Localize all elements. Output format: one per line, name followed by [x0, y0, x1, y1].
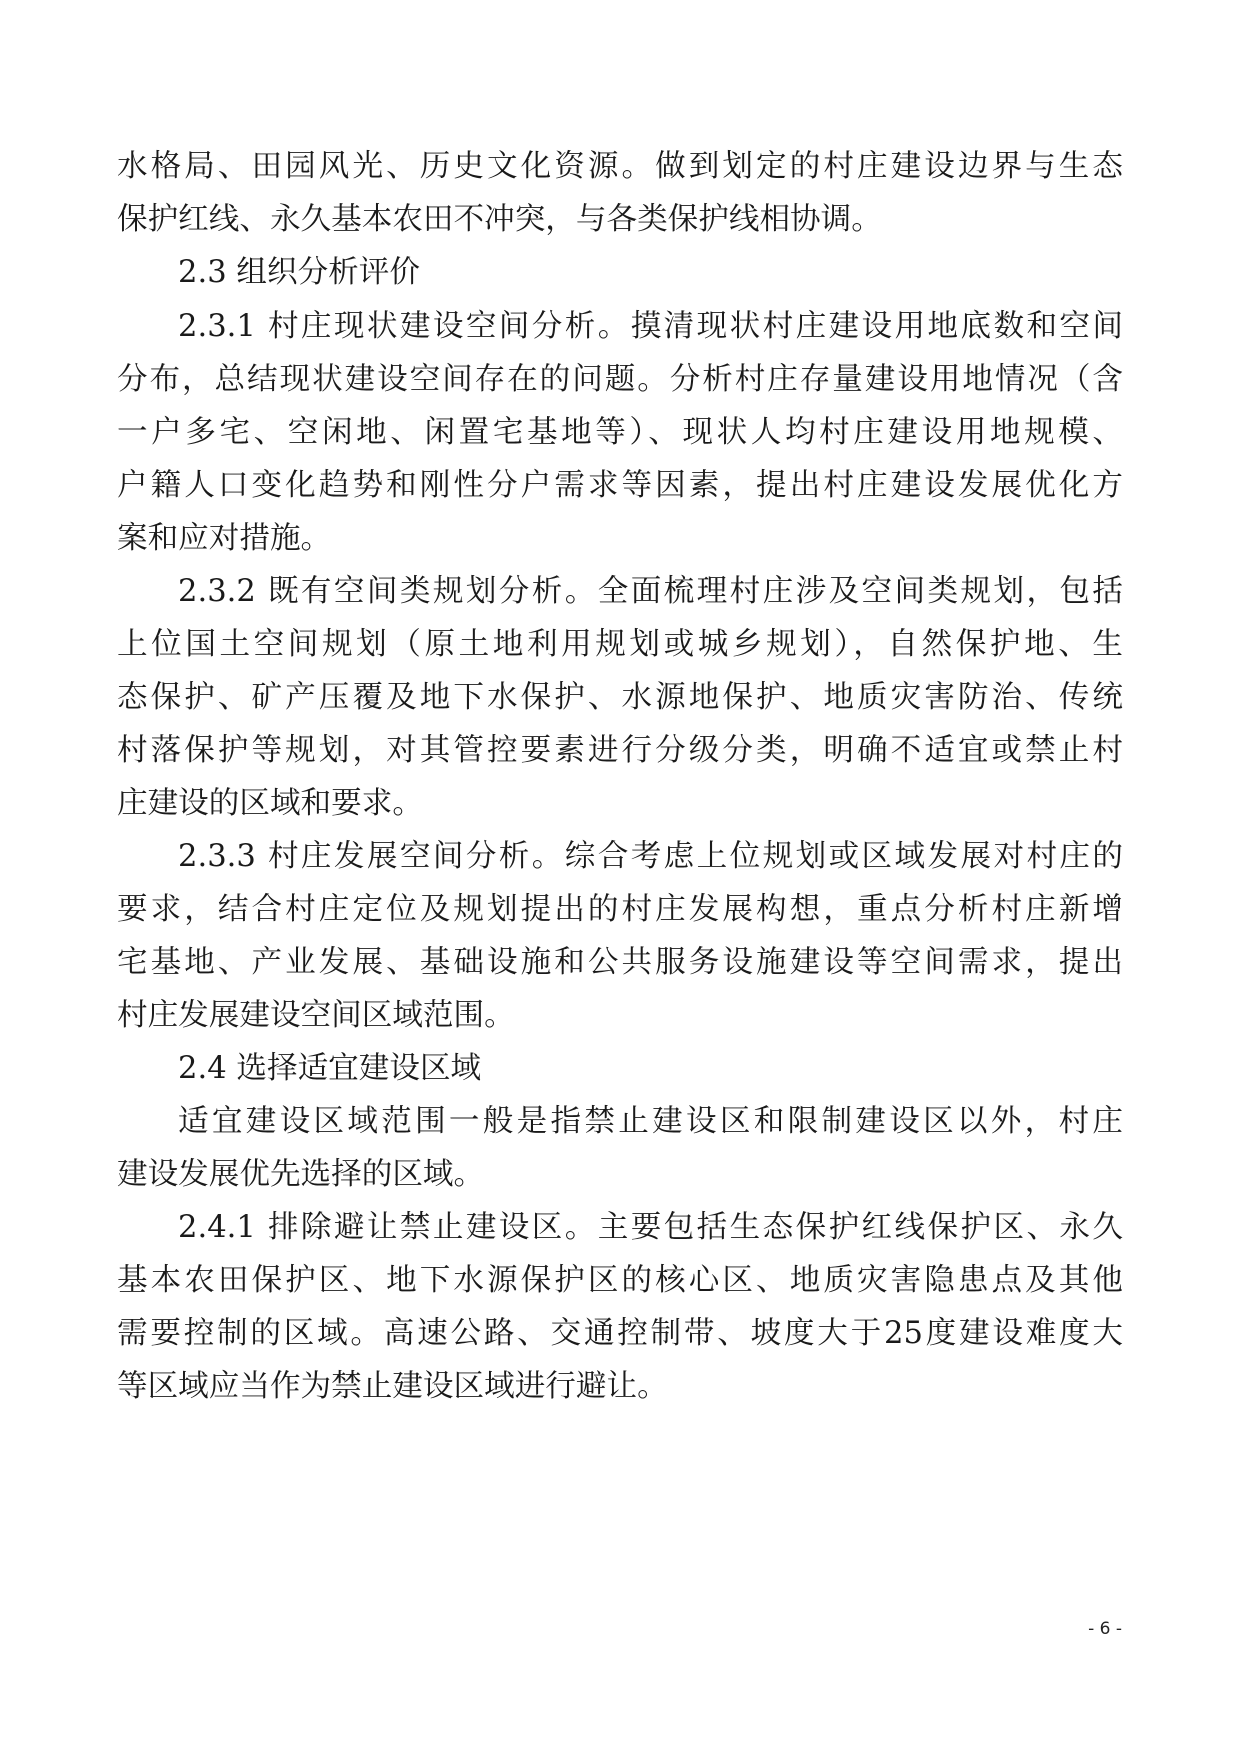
section-heading: 2.4 选择适宜建设区域 [178, 1051, 482, 1086]
text-line: 需要控制的区域。高速公路、交通控制带、坡度大于25度建设难度大 [117, 1316, 1123, 1351]
text-line: 一户多宅、空闲地、闲置宅基地等）、现状人均村庄建设用地规模、 [117, 415, 1123, 450]
text-line: 上位国土空间规划（原土地利用规划或城乡规划），自然保护地、生 [117, 627, 1123, 662]
text-line: 适宜建设区域范围一般是指禁止建设区和限制建设区以外，村庄 [178, 1104, 1123, 1139]
text-line: 2.4.1 排除避让禁止建设区。主要包括生态保护红线保护区、永久 [178, 1210, 1123, 1245]
text-line: 宅基地、产业发展、基础设施和公共服务设施建设等空间需求，提出 [117, 945, 1123, 980]
page-number: - 6 - [1088, 1619, 1122, 1639]
text-line: 2.3.3 村庄发展空间分析。综合考虑上位规划或区域发展对村庄的 [178, 839, 1123, 874]
text-line: 村落保护等规划，对其管控要素进行分级分类，明确不适宜或禁止村 [117, 733, 1123, 768]
text-line: 庄建设的区域和要求。 [117, 786, 423, 821]
text-line: 建设发展优先选择的区域。 [117, 1157, 485, 1192]
text-line: 水格局、田园风光、历史文化资源。做到划定的村庄建设边界与生态 [117, 149, 1123, 184]
text-line: 要求，结合村庄定位及规划提出的村庄发展构想，重点分析村庄新增 [117, 892, 1123, 927]
text-line: 基本农田保护区、地下水源保护区的核心区、地质灾害隐患点及其他 [117, 1263, 1123, 1298]
text-line: 村庄发展建设空间区域范围。 [117, 998, 515, 1033]
text-line: 保护红线、永久基本农田不冲突，与各类保护线相协调。 [117, 202, 882, 237]
text-line: 2.3.1 村庄现状建设空间分析。摸清现状村庄建设用地底数和空间 [178, 309, 1123, 344]
text-line: 态保护、矿产压覆及地下水保护、水源地保护、地质灾害防治、传统 [117, 680, 1123, 715]
text-line: 户籍人口变化趋势和刚性分户需求等因素，提出村庄建设发展优化方 [117, 468, 1123, 503]
section-heading: 2.3 组织分析评价 [178, 255, 420, 290]
text-line: 案和应对措施。 [117, 521, 332, 556]
text-line: 等区域应当作为禁止建设区域进行避让。 [117, 1369, 668, 1404]
text-line: 2.3.2 既有空间类规划分析。全面梳理村庄涉及空间类规划，包括 [178, 574, 1123, 609]
text-line: 分布，总结现状建设空间存在的问题。分析村庄存量建设用地情况（含 [117, 362, 1123, 397]
